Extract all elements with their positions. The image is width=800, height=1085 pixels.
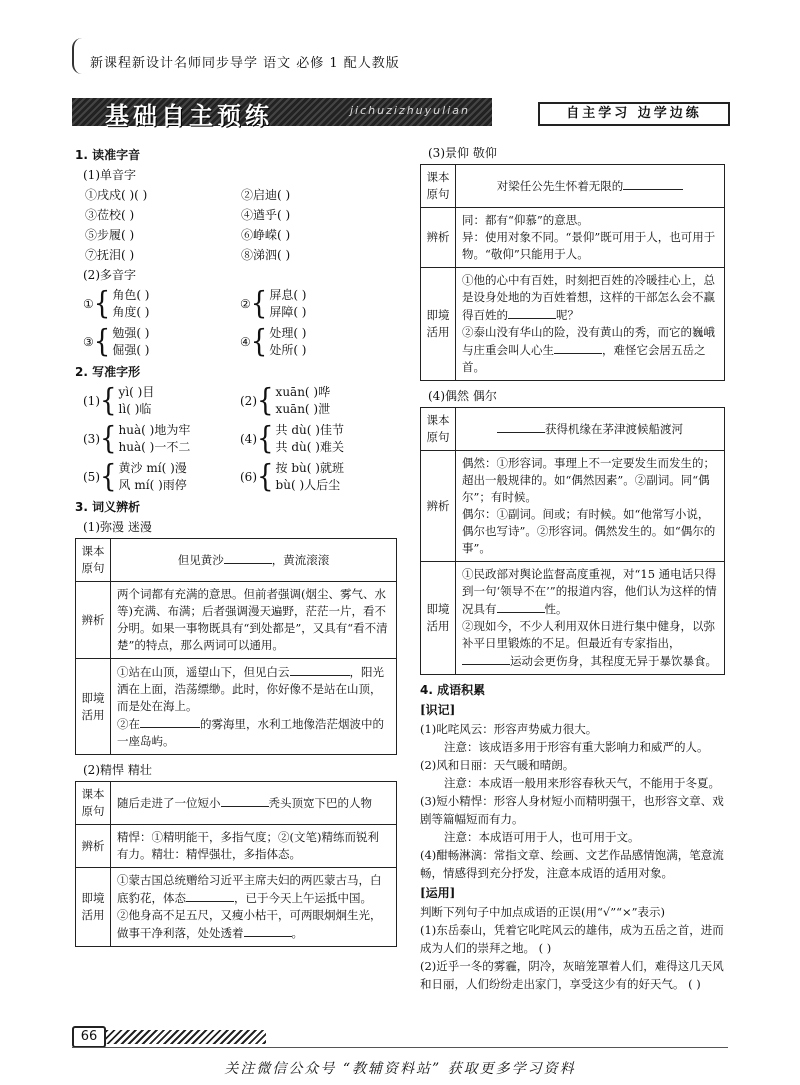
- label-usage: 即境活用: [76, 868, 111, 947]
- section-title: 3. 词义辨析: [75, 500, 141, 514]
- fill-blank[interactable]: [497, 420, 545, 433]
- fill-blank[interactable]: [221, 794, 269, 807]
- text: ，阳光洒在上面，浩荡缥缈。此时，你好像不是站在山顶，而是处在海上。: [117, 665, 384, 713]
- text: 呢？: [556, 308, 579, 322]
- word-table-2: [75, 781, 397, 947]
- item-text: 角色( ): [112, 288, 150, 302]
- brace-icon: {: [250, 324, 268, 360]
- idiom-item: (1)叱咤风云：形容声势威力很大。: [420, 722, 598, 736]
- item-text: ⑦抚泪( ): [85, 248, 135, 262]
- item-text: 共 dù( )难关: [275, 440, 344, 454]
- item-number: ②: [240, 297, 251, 311]
- item-text: ⑧涕泗( ): [241, 248, 291, 262]
- text: ①民政部对舆论监督高度重视，对“15 通电话只得到一句‘领导不在’”的报道内容，他们认为这样的情况具有: [462, 567, 717, 616]
- usage-text: [111, 868, 397, 947]
- left-column: [75, 142, 397, 953]
- text: 秃头顶宽下巴的人物: [268, 796, 372, 810]
- label-usage: 即境活用: [421, 562, 456, 675]
- brace-icon: {: [100, 459, 117, 495]
- item-text: bù( )人后尘: [275, 478, 341, 492]
- exercise-intro: 判断下列句子中加点成语的正误(用“√”“×”表示): [420, 905, 665, 919]
- subsection-title: (1)弥漫 迷漫: [83, 520, 152, 534]
- fill-blank[interactable]: [497, 600, 545, 613]
- label-analysis: 辨析: [76, 582, 111, 659]
- list-item: [85, 226, 397, 243]
- page-number: 66: [72, 1026, 106, 1048]
- footer-rule: [72, 1047, 728, 1048]
- item-text: huà( )一不二: [118, 440, 191, 454]
- label-usage: 即境活用: [76, 659, 111, 755]
- item-text: xuān( )泄: [275, 402, 331, 416]
- analysis-text: 同：都有“仰慕”的意思。 异：使用对象不同。“景仰”既可用于人，也可用于物。“敬仰”只能用于人。: [456, 208, 725, 268]
- text: ②在: [117, 717, 140, 731]
- exercise-question[interactable]: (2)近乎一冬的雾霾，阴冷，灰暗笼罩着人们，难得这几天风和日丽，人们纷纷走出家门，享受这少有的好天气。 ( ): [420, 959, 724, 991]
- item-text: 屏息( ): [269, 288, 307, 302]
- idiom-item: (4)酣畅淋漓：常指文章、绘画、文艺作品感情饱满，笔意流畅，情感得到充分抒发，注意本成语的适用对象。: [420, 848, 724, 880]
- label-analysis: 辨析: [76, 825, 111, 868]
- text: 偶然：①形容词。事理上不一定要发生而发生的；超出一般规律的。如“偶然因素”。②副词。同“偶尔”；有时候。: [462, 456, 715, 504]
- item-text: 按 bù( )就班: [275, 461, 344, 475]
- item-text: yì( )目: [118, 385, 155, 399]
- fill-blank[interactable]: [224, 551, 272, 564]
- list-item: [83, 325, 397, 359]
- text: 对梁任公先生怀着无限的: [496, 179, 624, 193]
- label-source: 课本原句: [421, 165, 456, 208]
- analysis-text: 两个词都有充满的意思。但前者强调(烟尘、雾气、水等)充满、布满；后者强调漫天遍野，茫茫一片，看不分明。如果一事物既具有“到处都是”，又具有“看不清楚”的特点，那么两词可以通用。: [111, 582, 397, 659]
- list-item: [83, 287, 397, 321]
- label-source: 课本原句: [76, 539, 111, 582]
- fill-blank[interactable]: [462, 652, 510, 665]
- text: 的雾海里，水利工地像浩茫烟波中的一座岛屿。: [117, 717, 384, 748]
- item-text: 共 dù( )佳节: [275, 423, 344, 437]
- text: 。: [291, 926, 303, 940]
- header-bracket: [72, 38, 84, 74]
- subsection-title: (2)多音字: [83, 268, 136, 282]
- exercise-question[interactable]: (1)东岳泰山，凭着它叱咤风云的雄伟，成为五岳之首，进而成为人们的崇拜之地。 ( ): [420, 923, 724, 955]
- item-text: 处理( ): [269, 326, 307, 340]
- tag-apply: [运用]: [420, 886, 456, 900]
- fill-blank[interactable]: [244, 924, 292, 937]
- banner-pinyin: jichuzizhuyulian: [350, 104, 470, 117]
- subsection-title: (2)精悍 精壮: [83, 763, 152, 777]
- item-text: 勉强( ): [112, 326, 150, 340]
- text: 随后走进了一位短小: [117, 796, 221, 810]
- text: ①站在山顶，遥望山下，但见白云: [117, 665, 290, 679]
- text: 获得机缘在茅津渡候船渡河: [545, 422, 683, 436]
- item-number: ③: [83, 335, 94, 349]
- item-number: (1): [83, 394, 100, 408]
- item-number: ④: [240, 335, 251, 349]
- list-item: [83, 422, 397, 456]
- source-sentence: [111, 782, 397, 825]
- item-text: ⑥峥嵘( ): [241, 228, 291, 242]
- promo-text: 关注微信公众号 “教辅资料站” 获取更多学习资料: [224, 1061, 576, 1077]
- source-sentence: [456, 165, 725, 208]
- idiom-note: 注意：本成语可用于人，也可用于文。: [444, 830, 640, 844]
- list-item: [85, 186, 397, 203]
- item-text: ②启迪( ): [241, 188, 291, 202]
- banner-title: 基础自主预练: [105, 102, 273, 130]
- source-sentence: [111, 539, 397, 582]
- item-text: 角度( ): [112, 305, 150, 319]
- fill-blank[interactable]: [623, 177, 683, 190]
- idiom-item: (2)风和日丽：天气暖和晴朗。: [420, 758, 575, 772]
- item-number: (2): [240, 394, 257, 408]
- item-text: ⑤步履( ): [85, 228, 135, 242]
- usage-text: [456, 268, 725, 381]
- item-text: lì( )临: [118, 402, 152, 416]
- brace-icon: {: [257, 459, 274, 495]
- item-number: (6): [240, 470, 257, 484]
- subsection-title: (1)单音字: [83, 168, 136, 182]
- text: ①他的心中有百姓，时刻把百姓的冷暖挂心上，总是设身处地的为百姓着想，这样的干部怎么会不赢得百姓的: [462, 273, 715, 322]
- text: ②现如今，不少人利用双休日进行集中健身，以弥补平日里锻炼的不足。但最近有专家指出，: [462, 619, 715, 650]
- fill-blank[interactable]: [290, 663, 350, 676]
- idiom-item: (3)短小精悍：形容人身材短小而精明强干，也形容文章、戏剧等篇幅短而有力。: [420, 794, 724, 826]
- item-text: huà( )地为牢: [118, 423, 191, 437]
- section-title: 1. 读准字音: [75, 148, 141, 162]
- text: 性。: [544, 602, 568, 616]
- item-number: (5): [83, 470, 100, 484]
- brace-icon: {: [250, 286, 268, 322]
- brace-icon: {: [257, 421, 274, 457]
- text: 偶尔：①副词。间或；有时候。如“他常写小说，偶尔也写诗”。②形容词。偶然发生的。如“偶尔的事”。: [462, 507, 716, 555]
- running-header: 新课程新设计名师同步导学 语文 必修 1 配人教版: [90, 56, 400, 71]
- idiom-note: 注意：该成语多用于形容有重大影响力和威严的人。: [444, 740, 709, 754]
- fill-blank[interactable]: [554, 341, 602, 354]
- brace-icon: {: [93, 324, 111, 360]
- usage-text: [456, 562, 725, 675]
- fill-blank[interactable]: [508, 306, 556, 319]
- item-number: (4): [240, 432, 257, 446]
- item-text: ④遒乎( ): [241, 208, 291, 222]
- fill-blank[interactable]: [186, 889, 234, 902]
- item-number: (3): [83, 432, 100, 446]
- text: ①蒙古国总统赠给习近平主席夫妇的两匹蒙古马，白底豹花，体态: [117, 873, 382, 905]
- banner-tag: 自主学习 边学边练: [538, 102, 730, 126]
- section-title: 4. 成语积累: [420, 683, 486, 697]
- text: ②泰山没有华山的险，没有黄山的秀，而它的巍峨与庄重会叫人心生: [462, 325, 715, 357]
- brace-icon: {: [93, 286, 111, 322]
- label-usage: 即境活用: [421, 268, 456, 381]
- label-analysis: 辨析: [421, 451, 456, 562]
- analysis-text: 精悍：①精明能干，多指气度；②(文笔)精练而锐利有力。精壮：精悍强壮，多指体态。: [111, 825, 397, 868]
- idiom-note: 注意：本成语一般用来形容春秋天气，不能用于冬夏。: [444, 776, 720, 790]
- subsection-title: (4)偶然 偶尔: [428, 389, 497, 403]
- analysis-text: [456, 451, 725, 562]
- label-source: 课本原句: [421, 408, 456, 451]
- text: ②他身高不足五尺，又瘦小枯干，可两眼炯炯生光，做事干净利落，处处透着: [117, 908, 382, 940]
- list-item: [83, 384, 397, 418]
- source-sentence: [456, 408, 725, 451]
- item-text: 倔强( ): [112, 343, 150, 357]
- fill-blank[interactable]: [140, 715, 200, 728]
- subsection-title: (3)景仰 敬仰: [428, 146, 497, 160]
- item-text: ③莅校( ): [85, 208, 135, 222]
- item-text: 风 mí( )雨停: [118, 478, 187, 492]
- text: ，难怪它会居五岳之首。: [462, 343, 706, 374]
- word-table-4: [420, 407, 725, 675]
- tag-memorize: [识记]: [420, 703, 456, 717]
- brace-icon: {: [100, 421, 117, 457]
- usage-text: [111, 659, 397, 755]
- label-source: 课本原句: [76, 782, 111, 825]
- footer-decoration: [106, 1030, 266, 1044]
- list-item: [83, 460, 397, 494]
- item-text: xuān( )哗: [275, 385, 331, 399]
- label-analysis: 辨析: [421, 208, 456, 268]
- brace-icon: {: [257, 383, 274, 419]
- text: ，已于今天上午运抵中国。: [234, 891, 372, 905]
- list-item: [85, 246, 397, 263]
- word-table-1: [75, 538, 397, 755]
- item-text: ①戌戍( )( ): [85, 188, 148, 202]
- item-text: 处所( ): [269, 343, 307, 357]
- item-number: ①: [83, 297, 94, 311]
- text: 运动会更伤身，其程度无异于暴饮暴食。: [510, 654, 717, 668]
- list-item: [85, 206, 397, 223]
- text: 但见黄沙: [177, 553, 224, 567]
- word-table-3: [420, 164, 725, 381]
- right-column: [420, 142, 725, 993]
- text: ，黄流滚滚: [271, 553, 330, 567]
- section-title: 2. 写准字形: [75, 365, 141, 379]
- item-text: 屏障( ): [269, 305, 307, 319]
- item-text: 黄沙 mí( )漫: [118, 461, 187, 475]
- brace-icon: {: [100, 383, 117, 419]
